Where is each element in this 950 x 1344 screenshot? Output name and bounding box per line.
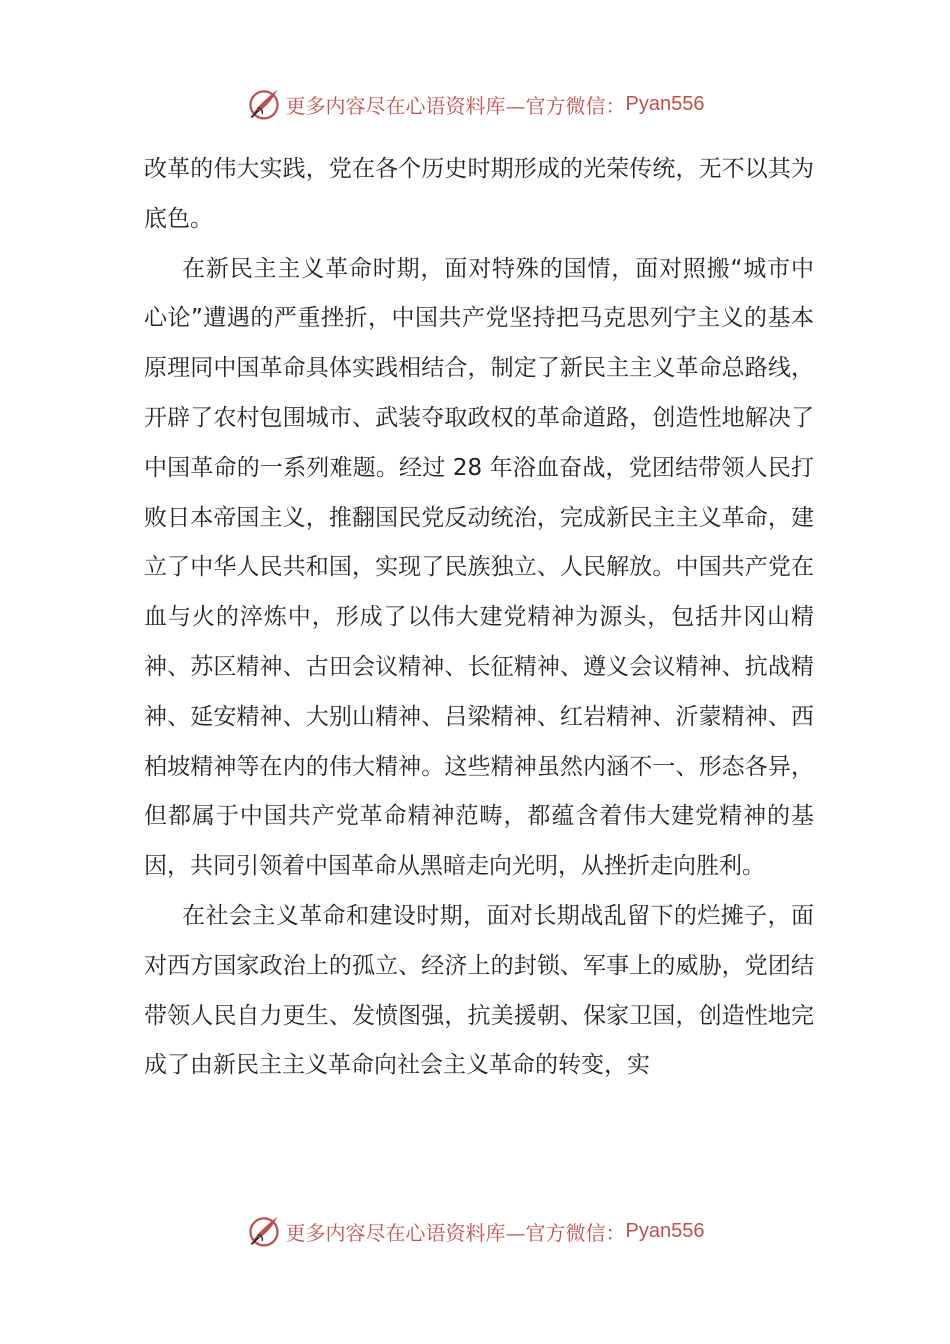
wechat-id: Pyan556 bbox=[625, 92, 705, 115]
wechat-id: Pyan556 bbox=[625, 1219, 705, 1242]
footer-banner bbox=[0, 1209, 950, 1253]
paragraph: 在社会主义革命和建设时期，面对长期战乱留下的烂摊子，面对西方国家政治上的孤立、经济上的封锁、军事上的威胁，党团结带领人民自力更生、发愤图强，抗美援朝、保家卫国，创造性地完成了由新民主主义革命向社会主义革命的转变，实 bbox=[144, 902, 814, 1079]
banner-text: 更多内容尽在心语资料库—官方微信： bbox=[285, 93, 626, 118]
banner-text: 更多内容尽在心语资料库—官方微信： bbox=[285, 1220, 626, 1245]
paragraph: 改革的伟大实践，党在各个历史时期形成的光荣传统，无不以其为底色。 bbox=[144, 156, 814, 232]
document-body bbox=[144, 145, 814, 1091]
paragraph: 在新民主主义革命时期，面对特殊的国情，面对照搬“城市中心论”遭遇的严重挫折，中国共产党坚持把马克思列宁主义的基本原理同中国革命具体实践相结合，制定了新民主主义革命总路线，开辟了农村包围城市、武装夺取政权的革命道路，创造性地解决了中国革命的一系列难题。经过 28 年浴血奋战，党团结带领人民打败日本帝国主义，推翻国民党反动统治，完成新民主主义革命，建立了中华人民共和国，实现了民族独立、人民解放。中国共产党在血与火的淬炼中，形成了以伟大建党精神为源头，包括井冈山精神、苏区精神、古田会议精神、长征精神、遵义会议精神、抗战精神、延安精神、大别山精神、吕梁精神、红岩精神、沂蒙精神、西柏坡精神等在内的伟大精神。这些精神虽然内涵不一、形态各异，但都属于中国共产党革命精神范畴，都蕴含着伟大建党精神的基因，共同引领着中国革命从黑暗走向光明，从挫折走向胜利。 bbox=[144, 255, 814, 880]
quill-logo-icon bbox=[246, 1213, 282, 1249]
header-banner bbox=[0, 82, 950, 126]
quill-logo-icon bbox=[246, 86, 282, 122]
